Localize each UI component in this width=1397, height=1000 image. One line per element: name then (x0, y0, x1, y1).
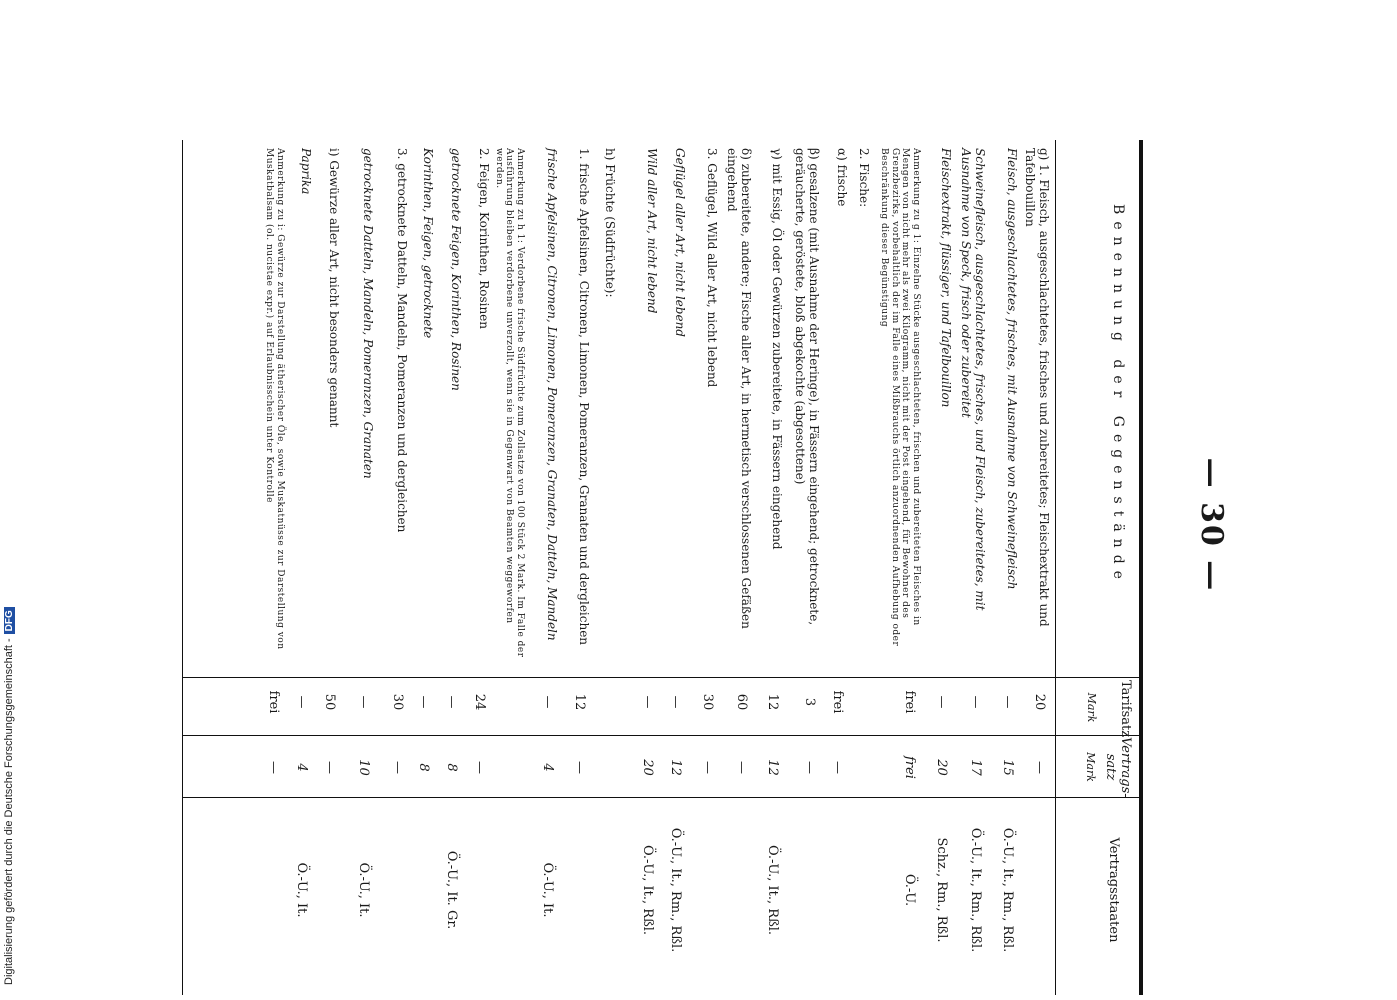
table-row (251, 140, 285, 995)
row-description: 2. Fische: (857, 148, 871, 208)
table-row (879, 140, 921, 995)
row-tarif: 3 (802, 697, 817, 707)
table-row (750, 140, 784, 995)
row-tarif: — (668, 695, 683, 709)
row-description: frische Apfelsinen, Citronen, Limonen, Pomeranzen, Granaten, Datteln, Mandeln (545, 148, 559, 641)
table-row (375, 140, 409, 995)
row-description: Geflügel aller Art, nicht lebend (673, 148, 687, 337)
row-tarif: 60 (734, 693, 749, 711)
header-rule (1055, 140, 1056, 995)
row-vertragssatz: 20 (640, 759, 655, 776)
row-description: g) 1. Fleisch, ausgeschlachtetes, frisches und zubereitetes; Fleischextrakt und Tafelbouillon (1023, 148, 1051, 627)
row-description: β) gesalzene (mit Ausnahme der Heringe), in Fässern eingehend; getrocknete, geräucherte, geröstete, bloß abgekochte (abgesottene) (793, 148, 821, 626)
row-tarif: 50 (322, 693, 337, 711)
table-row (685, 140, 719, 995)
row-tarif: 24 (472, 693, 487, 711)
row-vertragssatz: — (390, 761, 405, 774)
row-description: 3. getrocknete Datteln, Mandeln, Pomeranzen und dergleichen (395, 148, 409, 533)
row-description: Wild aller Art, nicht lebend (645, 148, 659, 314)
row-tarif: — (640, 695, 655, 709)
header-description: Benennung der Gegenstände (1110, 204, 1126, 586)
row-vertragsstaaten: Ö.-U. (902, 873, 917, 907)
row-vertragssatz: — (830, 761, 845, 774)
row-vertragssatz: 12 (765, 759, 780, 776)
table-row (491, 140, 525, 995)
row-description: getrocknete Datteln, Mandeln, Pomeranzen, Granaten (361, 148, 375, 479)
row-vertragssatz: 10 (356, 759, 371, 776)
table-row (625, 140, 659, 995)
row-vertragssatz: 12 (668, 759, 683, 776)
row-vertragssatz: 17 (968, 759, 983, 776)
row-tarif: — (968, 695, 983, 709)
row-tarif: frei (266, 690, 281, 714)
row-description: γ) mit Essig, Öl oder Gewürzen zubereitete, in Fässern eingehend (770, 148, 784, 550)
row-description: α) frische (835, 148, 849, 207)
top-rule (1139, 140, 1143, 995)
table-row (341, 140, 375, 995)
row-tarif: 20 (1032, 693, 1047, 711)
sidebar (0, 0, 22, 1000)
row-vertragssatz: — (322, 761, 337, 774)
table-row (557, 140, 591, 995)
row-vertragssatz: 15 (1000, 759, 1015, 776)
row-vertragssatz: 20 (934, 759, 949, 776)
row-vertragssatz: — (802, 761, 817, 774)
bottom-rule (182, 140, 183, 995)
row-tarif: 12 (572, 693, 587, 711)
row-vertragsstaaten: Ö.-U., It., Rßl. (640, 844, 655, 936)
row-description: Fleisch, ausgeschlachtetes, frisches, mit Ausnahme von Schweinefleisch (1005, 148, 1019, 590)
row-tarif: — (540, 695, 555, 709)
row-vertragsstaaten: Ö.-U., It., Rm., Rßl. (968, 827, 983, 953)
row-vertragsstaaten: Ö.-U., It. (294, 862, 309, 918)
table-row (919, 140, 953, 995)
row-description: 3. Geflügel, Wild aller Art, nicht lebend (705, 148, 719, 388)
row-tarif: — (934, 695, 949, 709)
table-row (1017, 140, 1051, 995)
row-tarif: — (416, 695, 431, 709)
row-vertragsstaaten: Ö.-U., It., Rßl. (765, 844, 780, 936)
row-tarif: — (356, 695, 371, 709)
row-description: i) Gewürze aller Art, nicht besonders genannt (327, 148, 341, 428)
row-vertragsstaaten: Ö.-U., It., Rm., Rßl. (1000, 827, 1015, 953)
row-description: Anmerkung zu i: Gewürze zur Darstellung ätherischer Öle, sowie Muskatnüsse zur Darstellung von Muskatbalsam (ol. nucistae expr.) auf Erlaubnisschein unter Kontrolle (264, 148, 285, 650)
row-vertragsstaaten: Schz., Rm., Rßl. (934, 837, 949, 943)
dfg-badge: DFG (4, 607, 15, 634)
row-vertragssatz: — (1032, 761, 1047, 774)
row-description: h) Früchte (Südfrüchte): (603, 148, 617, 298)
row-vertragssatz: 8 (444, 763, 459, 772)
page (151, 55, 1231, 995)
table-row (719, 140, 753, 995)
row-vertragsstaaten: Ö.-U., It. (540, 862, 555, 918)
row-description: Schweinefleisch, ausgeschlachtetes, frisches, und Fleisch, zubereitetes, mit Ausnahme von Speck, frisch oder zubereitet (959, 148, 987, 611)
row-description: Korinthen, Feigen, getrocknete (421, 148, 435, 339)
header-staaten: Vertragsstaaten (1106, 837, 1121, 943)
row-tarif: frei (902, 690, 917, 714)
row-vertragssatz: — (472, 761, 487, 774)
row-vertragssatz: — (700, 761, 715, 774)
row-description: δ) zubereitete, andere; Fische aller Art, in hermetisch verschlossenen Gefäßen eingehend (725, 148, 753, 629)
row-tarif: — (1000, 695, 1015, 709)
header-vertrag: Vertrags-satz Mark (1084, 737, 1133, 798)
row-vertragssatz: 8 (416, 763, 431, 772)
row-vertragsstaaten: Ö.-U., It. Gr. (444, 850, 459, 930)
page-number: — 30 — (1194, 457, 1229, 593)
row-tarif: — (444, 695, 459, 709)
table-row (985, 140, 1019, 995)
row-description: Fleischextrakt, flüssiger, und Tafelbouillon (939, 148, 953, 408)
row-vertragssatz: — (734, 761, 749, 774)
credit-text: Digitalisierung gefördert durch die Deutsche Forschungsgemeinschaft -DFG (3, 607, 15, 985)
row-vertragsstaaten: Ö.-U., It. (356, 862, 371, 918)
row-tarif: 30 (700, 693, 715, 711)
row-description: 2. Feigen, Korinthen, Rosinen (477, 148, 491, 330)
row-description: Anmerkung zu h 1: Verdorbene frische Südfrüchte zum Zollsatze von 100 Stück 2 Mark. Im Falle der Ausführung bleiben verdorbene unverzollt, wenn sie in Gegenwart von Beamten weggeworfen werden. (494, 148, 525, 658)
table-row (525, 140, 559, 995)
table-row (787, 140, 821, 995)
header-tarif: Tarifsatz Mark (1085, 680, 1133, 738)
table-row (953, 140, 987, 995)
row-tarif: 12 (765, 693, 780, 711)
row-tarif: frei (830, 690, 845, 714)
row-description: Anmerkung zu g 1: Einzelne Stücke ausgeschlachteten, frischen und zubereiteten Fleisches in Mengen von nicht mehr als zwei Kilogramm, nicht mit der Post eingehend, für Bewohner des Grenzbezirks, vorbehaltlich der im Falle eines Mißbrauchs örtlich anzuordnenden Aufhebung oder Beschränkung dieser Begünstigung (879, 148, 921, 647)
row-description: 1. frische Apfelsinen, Citronen, Limonen, Pomeranzen, Granaten und dergleichen (577, 148, 591, 646)
row-vertragssatz: 4 (540, 763, 555, 772)
row-vertragssatz: — (572, 761, 587, 774)
row-description: Paprika (299, 148, 313, 195)
row-tarif: 30 (390, 693, 405, 711)
row-vertragssatz: — (266, 761, 281, 774)
row-vertragssatz: 4 (294, 763, 309, 772)
row-description: getrocknete Feigen, Korinthen, Rosinen (449, 148, 463, 391)
row-tarif: — (294, 695, 309, 709)
row-vertragsstaaten: Ö.-U., It., Rm., Rßl. (668, 827, 683, 953)
row-vertragssatz: frei (902, 756, 917, 779)
